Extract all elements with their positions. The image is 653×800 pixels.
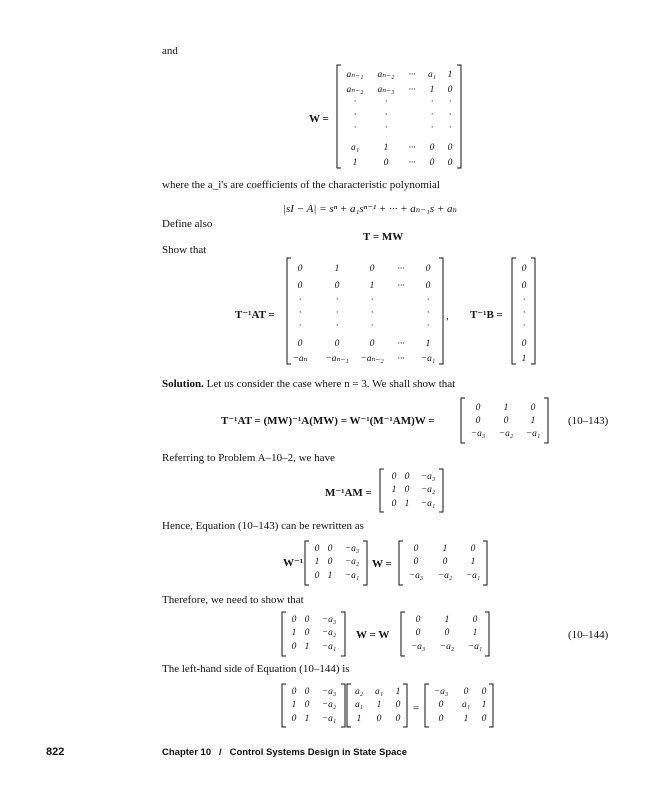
matrix-cell: aₙ₋₁ bbox=[346, 70, 364, 80]
matrix-hence-companion bbox=[399, 541, 487, 585]
bracket-left bbox=[282, 612, 286, 656]
matrix-cell: a₁ bbox=[427, 70, 437, 80]
matrix-cell: 0 bbox=[404, 485, 410, 495]
matrix-cell: −aₙ₋₁ bbox=[325, 354, 349, 364]
matrix-cell: 0 bbox=[391, 472, 397, 482]
matrix-cell: aₙ₋₂ bbox=[346, 85, 364, 95]
matrix-cell: 0 bbox=[314, 544, 320, 554]
matrix-cell: · bbox=[370, 321, 374, 331]
matrix-cell: ··· bbox=[408, 85, 416, 95]
bracket-left bbox=[512, 258, 516, 364]
matrix-cell: 0 bbox=[415, 615, 421, 625]
matrix-cell: ··· bbox=[408, 143, 416, 153]
matrix-cell: 0 bbox=[291, 642, 297, 652]
matrix-cell: 1 bbox=[444, 615, 450, 625]
matrix-cell: 0 bbox=[470, 544, 476, 554]
matrix-cell: 0 bbox=[297, 264, 303, 274]
matrix-cell: · bbox=[335, 321, 339, 331]
matrix-cell: 0 bbox=[391, 499, 397, 509]
text-define-also: Define also bbox=[162, 218, 213, 230]
matrix-cell: · bbox=[298, 308, 302, 318]
running-footer bbox=[162, 748, 407, 758]
matrix-cell: −a₁ bbox=[467, 642, 483, 652]
matrix-cell: 0 bbox=[369, 339, 375, 349]
matrix-cell: 1 bbox=[530, 416, 536, 426]
matrix-cell: · bbox=[353, 123, 357, 133]
matrix-cell: 1 bbox=[521, 354, 527, 364]
matrix-cell: · bbox=[384, 123, 388, 133]
matrix-cell: a₁ bbox=[350, 143, 360, 153]
matrix-cell: 0 bbox=[429, 158, 435, 168]
bracket-right bbox=[544, 398, 548, 443]
page-number: 822 bbox=[46, 746, 65, 758]
bracket-left bbox=[425, 684, 429, 727]
matrix-cell: · bbox=[370, 308, 374, 318]
matrix-cell: 0 bbox=[481, 687, 487, 697]
matrix-cell: · bbox=[353, 110, 357, 120]
bracket-right bbox=[403, 684, 407, 727]
bracket-right bbox=[531, 258, 535, 364]
text-hence: Hence, Equation (10–143) can be rewritten as bbox=[162, 520, 364, 532]
matrix-cell: −a₁ bbox=[321, 642, 337, 652]
text-therefore: Therefore, we need to show that bbox=[162, 594, 304, 606]
matrix-tinvat bbox=[287, 258, 443, 364]
matrix-cell: 0 bbox=[425, 264, 431, 274]
matrix-cell: · bbox=[426, 308, 430, 318]
bracket-right bbox=[483, 541, 487, 585]
bracket-left bbox=[461, 398, 465, 443]
matrix-cell: aₙ₋₃ bbox=[377, 85, 395, 95]
matrix-cell: −a₂ bbox=[321, 700, 337, 710]
bracket-right bbox=[363, 541, 367, 585]
matrix-cell: 1 bbox=[391, 485, 397, 495]
bracket-right bbox=[457, 65, 461, 168]
bracket-left bbox=[347, 684, 351, 727]
matrix-cell: −a₃ bbox=[321, 687, 337, 697]
matrix-cell: 0 bbox=[369, 264, 375, 274]
bracket-right bbox=[341, 684, 345, 727]
matrix-cell: 0 bbox=[438, 700, 444, 710]
matrix-cell: 0 bbox=[447, 143, 453, 153]
charpoly-equation: |sI − A| = sⁿ + a₁sⁿ⁻¹ + ··· + aₙ₋₁s + aₙ bbox=[282, 203, 458, 215]
matrix-cell: a₂ bbox=[354, 687, 364, 697]
matrix-cell: · bbox=[448, 97, 452, 107]
bracket-left bbox=[305, 541, 309, 585]
matrix-cell: 0 bbox=[395, 700, 401, 710]
matrix-cell: 1 bbox=[314, 557, 320, 567]
matrix-cell: −a₃ bbox=[321, 615, 337, 625]
matrix-cell: 0 bbox=[463, 687, 469, 697]
matrix-cell: −a₃ bbox=[470, 429, 486, 439]
matrix-cell: · bbox=[522, 295, 526, 305]
matrix-therefore-minvam bbox=[282, 612, 345, 656]
text-referring: Referring to Problem A–10–2, we have bbox=[162, 452, 335, 464]
matrix-cell: · bbox=[335, 295, 339, 305]
bracket-right bbox=[489, 684, 493, 727]
matrix-cell: 1 bbox=[369, 281, 375, 291]
matrix-cell: 0 bbox=[413, 544, 419, 554]
solution-text: Let us consider the case where n = 3. We shall show that bbox=[206, 378, 456, 390]
matrix-cell: −a₂ bbox=[437, 571, 453, 581]
matrix-cell: 1 bbox=[442, 544, 448, 554]
matrix-cell: 1 bbox=[304, 714, 310, 724]
matrix-cell: 0 bbox=[481, 714, 487, 724]
eq143-number: (10–143) bbox=[568, 415, 609, 427]
text-lhs: The left-hand side of Equation (10–144) is bbox=[162, 663, 350, 675]
w-label: W = bbox=[309, 113, 329, 125]
matrix-cell: 1 bbox=[429, 85, 435, 95]
matrix-cell: −a₂ bbox=[498, 429, 514, 439]
matrix-cell: 0 bbox=[415, 628, 421, 638]
bracket-left bbox=[337, 65, 341, 168]
matrix-cell: · bbox=[448, 123, 452, 133]
matrix-companion-143 bbox=[461, 398, 548, 443]
bracket-left bbox=[401, 612, 405, 656]
bracket-left bbox=[287, 258, 291, 364]
matrix-cell: ··· bbox=[408, 158, 416, 168]
matrix-cell: 1 bbox=[503, 403, 509, 413]
matrix-cell: aₙ₋₂ bbox=[377, 70, 395, 80]
bracket-right bbox=[439, 469, 443, 512]
bracket-right bbox=[341, 612, 345, 656]
matrix-cell: · bbox=[384, 97, 388, 107]
matrix-cell: · bbox=[298, 321, 302, 331]
matrix-cell: a₁ bbox=[461, 700, 471, 710]
eq144-number: (10–144) bbox=[568, 629, 609, 641]
matrix-cell: 0 bbox=[475, 416, 481, 426]
matrix-cell: a₁ bbox=[374, 687, 384, 697]
matrix-cell: 0 bbox=[327, 557, 333, 567]
matrix-cell: −a₂ bbox=[420, 485, 436, 495]
matrix-lhs-w3 bbox=[347, 684, 407, 727]
matrix-cell: 1 bbox=[395, 687, 401, 697]
matrix-cell: · bbox=[430, 97, 434, 107]
matrix-cell: · bbox=[522, 321, 526, 331]
matrix-cell: 0 bbox=[297, 339, 303, 349]
matrix-cell: −a₁ bbox=[321, 714, 337, 724]
matrix-cell: −a₂ bbox=[344, 557, 360, 567]
matrix-cell: · bbox=[426, 295, 430, 305]
matrix-cell: 0 bbox=[444, 628, 450, 638]
matrix-cell: 0 bbox=[334, 281, 340, 291]
matrix-cell: 1 bbox=[470, 557, 476, 567]
matrix-cell: 1 bbox=[425, 339, 431, 349]
matrix-cell: · bbox=[430, 110, 434, 120]
matrix-cell: 1 bbox=[327, 571, 333, 581]
matrix-cell: 0 bbox=[429, 143, 435, 153]
matrix-cell: · bbox=[298, 295, 302, 305]
matrix-cell: 1 bbox=[383, 143, 389, 153]
w-equals-w-label: W = W bbox=[356, 629, 390, 641]
matrix-cell: −a₃ bbox=[410, 642, 426, 652]
matrix-cell: 1 bbox=[472, 628, 478, 638]
matrix-tinvb bbox=[512, 258, 535, 364]
matrix-cell: −aₙ₋₂ bbox=[360, 354, 384, 364]
matrix-cell: 0 bbox=[334, 339, 340, 349]
bracket-left bbox=[399, 541, 403, 585]
matrix-cell: −a₁ bbox=[420, 499, 436, 509]
matrix-cell: 0 bbox=[404, 472, 410, 482]
matrix-cell: 0 bbox=[383, 158, 389, 168]
matrix-cell: · bbox=[448, 110, 452, 120]
matrix-cell: 0 bbox=[425, 281, 431, 291]
matrix-cell: 0 bbox=[304, 700, 310, 710]
bracket-right bbox=[485, 612, 489, 656]
matrix-cell: 0 bbox=[291, 615, 297, 625]
eq143-lhs: T⁻¹AT = (MW)⁻¹A(MW) = W⁻¹(M⁻¹AM)W = bbox=[221, 415, 435, 427]
matrix-cell: 1 bbox=[404, 499, 410, 509]
matrix-cell: · bbox=[353, 97, 357, 107]
matrix-cell: −a₁ bbox=[420, 354, 436, 364]
matrix-cell: 0 bbox=[438, 714, 444, 724]
matrix-cell: 0 bbox=[304, 615, 310, 625]
matrix-cell: 0 bbox=[304, 687, 310, 697]
minvam-label: M⁻¹AM = bbox=[325, 487, 372, 499]
matrix-cell: a₁ bbox=[354, 700, 364, 710]
matrix-cell: ··· bbox=[408, 70, 416, 80]
matrix-cell: −a₂ bbox=[439, 642, 455, 652]
matrix-minvam bbox=[380, 469, 443, 512]
bracket-left bbox=[380, 469, 384, 512]
matrix-cell: 0 bbox=[475, 403, 481, 413]
text-where: where the a_i's are coefficients of the characteristic polynomial bbox=[162, 179, 440, 191]
matrix-cell: · bbox=[522, 308, 526, 318]
matrix-cell: −a₃ bbox=[344, 544, 360, 554]
matrix-cell: ··· bbox=[397, 354, 405, 364]
matrix-therefore-companion bbox=[401, 612, 489, 656]
matrix-cell: 0 bbox=[291, 714, 297, 724]
matrix-cell: −a₃ bbox=[408, 571, 424, 581]
matrix-cell: · bbox=[430, 123, 434, 133]
tinvb-label: T⁻¹B = bbox=[470, 309, 503, 321]
matrix-cell: −a₃ bbox=[433, 687, 449, 697]
text-and: and bbox=[162, 45, 178, 57]
text-show-that: Show that bbox=[162, 244, 207, 256]
matrix-lhs-result bbox=[425, 684, 493, 727]
matrix-cell: 1 bbox=[291, 628, 297, 638]
matrix-cell: · bbox=[384, 110, 388, 120]
matrix-cell: 0 bbox=[521, 264, 527, 274]
chapter-label: Chapter 10 bbox=[162, 747, 212, 758]
matrix-cell: 0 bbox=[503, 416, 509, 426]
matrix-cell: ··· bbox=[397, 339, 405, 349]
matrix-cell: −a₁ bbox=[344, 571, 360, 581]
matrix-cell: 0 bbox=[376, 714, 382, 724]
matrix-cell: 1 bbox=[356, 714, 362, 724]
bracket-right bbox=[439, 258, 443, 364]
matrix-cell: −a₁ bbox=[465, 571, 481, 581]
footer-separator: / bbox=[219, 747, 222, 758]
equals-sign: = bbox=[413, 702, 420, 714]
w-equals-label: W = bbox=[372, 558, 392, 570]
matrix-cell: 0 bbox=[413, 557, 419, 567]
matrix-cell: 0 bbox=[304, 628, 310, 638]
matrix-cell: ··· bbox=[397, 281, 405, 291]
bracket-left bbox=[282, 684, 286, 727]
matrix-cell: · bbox=[370, 295, 374, 305]
winv-label: W⁻¹ bbox=[283, 557, 304, 569]
solution-label: Solution. bbox=[162, 378, 204, 390]
matrix-cell: 1 bbox=[304, 642, 310, 652]
matrix-cell: 0 bbox=[297, 281, 303, 291]
matrix-cell: 1 bbox=[334, 264, 340, 274]
matrix-cell: 1 bbox=[352, 158, 358, 168]
matrix-cell: 1 bbox=[291, 700, 297, 710]
matrix-cell: 1 bbox=[481, 700, 487, 710]
matrix-cell: 0 bbox=[291, 687, 297, 697]
matrix-cell: 1 bbox=[447, 70, 453, 80]
matrix-cell: −a₂ bbox=[321, 628, 337, 638]
matrix-cell: 1 bbox=[463, 714, 469, 724]
matrix-cell: 0 bbox=[472, 615, 478, 625]
matrix-cell: ··· bbox=[397, 264, 405, 274]
matrix-cell: 0 bbox=[521, 339, 527, 349]
t-definition: T = MW bbox=[363, 231, 404, 243]
matrix-cell: 0 bbox=[530, 403, 536, 413]
tinvat-label: T⁻¹AT = bbox=[235, 309, 275, 321]
matrix-cell: −a₁ bbox=[525, 429, 541, 439]
matrix-cell: −a₃ bbox=[420, 472, 436, 482]
matrix-cell: 0 bbox=[521, 281, 527, 291]
matrix-cell: 1 bbox=[376, 700, 382, 710]
matrix-w bbox=[337, 65, 461, 168]
matrix-cell: 0 bbox=[314, 571, 320, 581]
matrix-cell: 0 bbox=[442, 557, 448, 567]
matrix-cell: 0 bbox=[447, 85, 453, 95]
matrix-cell: 0 bbox=[395, 714, 401, 724]
matrix-hence-minvam bbox=[305, 541, 367, 585]
matrix-lhs-minvam bbox=[282, 684, 345, 727]
comma: , bbox=[446, 310, 449, 322]
matrix-cell: −aₙ bbox=[292, 354, 308, 364]
matrix-cell: 0 bbox=[447, 158, 453, 168]
matrix-cell: · bbox=[335, 308, 339, 318]
chapter-title: Control Systems Design in State Space bbox=[229, 747, 407, 758]
matrix-cell: · bbox=[426, 321, 430, 331]
matrix-cell: 0 bbox=[327, 544, 333, 554]
